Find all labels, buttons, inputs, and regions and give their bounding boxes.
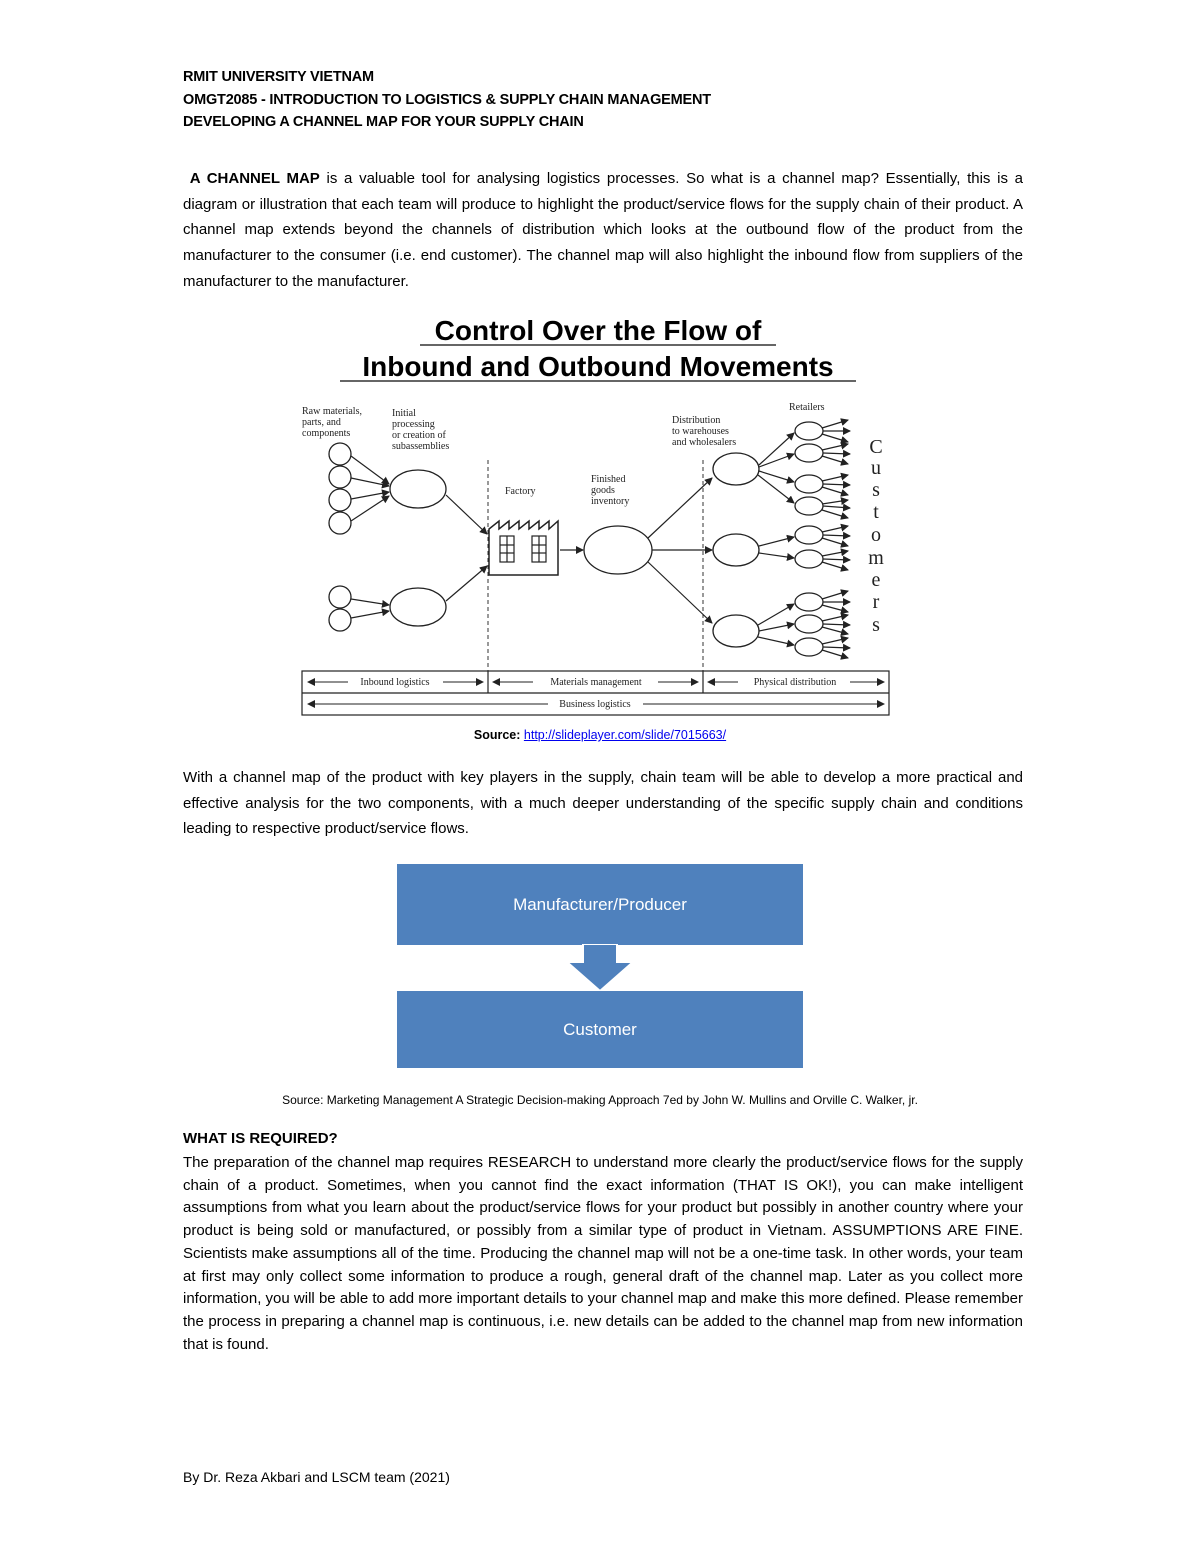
retailer-node [795, 593, 823, 611]
flow-arrow [822, 456, 848, 464]
factory-label: Factory [505, 486, 536, 497]
flow-arrow [759, 537, 794, 546]
flow-arrow [648, 478, 712, 538]
flow-arrow [823, 484, 850, 485]
retailer-node [795, 615, 823, 633]
customers-label [868, 436, 884, 636]
processing-node [390, 470, 446, 508]
supplier-node [329, 466, 351, 488]
flow-arrow [822, 420, 848, 428]
svg-text:s: s [872, 614, 880, 636]
business-logistics-label: Business logistics [559, 699, 631, 710]
flow-arrow [351, 492, 389, 499]
flow-arrow [822, 526, 848, 532]
initial-processing-label: Initial processing or creation of subassemblies [392, 408, 450, 452]
diagram-title-line2: Inbound and Outbound Movements [362, 351, 834, 382]
flow-arrow [822, 444, 848, 450]
paragraph-2: With a channel map of the product with key players in the supply, chain team will be able to develop a more practical and effective analysis for the two components, with a much deeper understanding of the specific supply chain and conditions leading to respective product/service flows. [183, 769, 1023, 838]
down-arrow-icon [565, 944, 635, 992]
flow-arrow [823, 453, 850, 454]
flow-arrow [822, 627, 848, 634]
header-course: OMGT2085 - INTRODUCTION TO LOGISTICS & SUPPLY CHAIN MANAGEMENT [183, 92, 711, 108]
retailer-node [795, 550, 823, 568]
svg-text:C: C [869, 436, 883, 458]
flow-arrow [823, 647, 850, 648]
retailer-node [795, 475, 823, 493]
retailer-node [795, 638, 823, 656]
svg-text:r: r [872, 591, 880, 613]
header-title: DEVELOPING A CHANNEL MAP FOR YOUR SUPPLY CHAIN [183, 114, 584, 130]
figure1-source [183, 728, 1017, 742]
required-paragraph: The preparation of the channel map requires RESEARCH to understand more clearly the product/service flows for the supply chain of a product. Sometimes, when you cannot find the exact information (THAT IS OK!), you can make intelligent assumptions from what you learn about the product/service flows for your product but possibly in another country where your product is being sold or manufactured, or possibly from a similar type of product in Vietnam. ASSUMPTIONS ARE FINE. Scientists make assumptions all of the time. Producing the channel map will not be a one-time task. In other words, your team at first may only collect some information to produce a rough, general draft of the channel map. Later as you collect more information, you will be able to add more important details to your channel map and make this more defined. Please remember the process in preparing a channel map is continuous, i.e. new details can be added to the channel map from new information that is found. [183, 1154, 1023, 1353]
flow-arrow [822, 650, 848, 658]
inbound-logistics-label: Inbound logistics [360, 677, 430, 688]
svg-text:t: t [873, 501, 879, 523]
flow-arrow [648, 562, 712, 623]
distribution-node [713, 615, 759, 647]
source-label: Source: [473, 728, 524, 742]
header-university: RMIT UNIVERSITY VIETNAM [183, 69, 374, 85]
retailer-node [795, 444, 823, 462]
retailer-node [795, 497, 823, 515]
flow-arrow [759, 553, 794, 558]
supplier-node [329, 489, 351, 511]
figure2-source: Source: Marketing Management A Strategic Decision-making Approach 7ed by John W. Mullins and Orville C. Walker, jr. [282, 1093, 918, 1107]
materials-management-label: Materials management [550, 677, 642, 688]
flow-arrow [822, 510, 848, 518]
svg-text:o: o [871, 524, 881, 546]
retailers-label: Retailers [789, 402, 825, 413]
intro-text: is a valuable tool for analysing logistics processes. So what is a channel map? Essentially, this is a diagram or illustration that each team will produce to highlight the product/service flows for the supply chain of their product. A channel map extends beyond the channels of distribution which looks at the outbound flow of the product from the manufacturer to the consumer (i.e. end customer). The channel map will also highlight the inbound flow from suppliers of the manufacturer to the manufacturer. [183, 170, 1023, 290]
raw-materials-label: Raw materials, parts, and components [302, 406, 362, 439]
physical-distribution-label: Physical distribution [753, 677, 837, 688]
retailer-node [795, 422, 823, 440]
flow-diagram [298, 310, 898, 720]
flow-arrow [351, 599, 389, 605]
flow-arrow [822, 591, 848, 599]
svg-text:u: u [871, 457, 881, 479]
flow-arrow [446, 495, 487, 534]
flow-arrow [823, 535, 850, 536]
flow-arrow [822, 500, 848, 504]
svg-text:s: s [872, 479, 880, 501]
intro-paragraph [183, 166, 1023, 295]
supplier-node [329, 512, 351, 534]
manufacturer-box: Manufacturer/Producer [397, 864, 803, 945]
footer-credit: By Dr. Reza Akbari and LSCM team (2021) [183, 1469, 450, 1485]
required-heading: WHAT IS REQUIRED? [183, 1130, 338, 1147]
factory-icon [489, 521, 558, 575]
flow-arrow [822, 538, 848, 546]
diagram-title-line1: Control Over the Flow of [434, 315, 762, 346]
flow-arrow [446, 566, 487, 601]
flow-arrow [758, 637, 794, 645]
processing-node [390, 588, 446, 626]
finished-goods-node [584, 526, 652, 574]
flow-arrow [822, 638, 848, 644]
flow-arrow [822, 615, 848, 621]
flow-arrow [351, 611, 389, 618]
supplier-node [329, 609, 351, 631]
flow-arrow [822, 605, 848, 612]
flow-arrow [351, 496, 389, 521]
flow-arrow [823, 624, 850, 625]
retailer-node [795, 526, 823, 544]
flow-arrow [822, 562, 848, 570]
source-link[interactable]: http://slideplayer.com/slide/7015663/ [523, 728, 727, 742]
supplier-node [329, 443, 351, 465]
flow-arrow [758, 604, 794, 625]
flow-arrow [758, 475, 794, 503]
flow-arrow [822, 434, 848, 442]
logistics-scope-bar [302, 671, 889, 715]
supplier-node [329, 586, 351, 608]
flow-arrow [822, 475, 848, 481]
flow-arrow [759, 624, 794, 631]
channel-map-term: A CHANNEL MAP [189, 170, 320, 187]
distribution-node [713, 534, 759, 566]
flow-arrow [822, 551, 848, 556]
finished-goods-label: Finished goods inventory [591, 474, 630, 507]
distribution-node [713, 453, 759, 485]
flow-arrow [823, 506, 850, 508]
svg-text:e: e [871, 569, 881, 591]
customer-box: Customer [397, 991, 803, 1068]
flow-arrow [822, 487, 848, 495]
flow-arrow [823, 559, 850, 560]
svg-text:m: m [868, 547, 884, 569]
distribution-label: Distribution to warehouses and wholesalers [672, 415, 737, 448]
